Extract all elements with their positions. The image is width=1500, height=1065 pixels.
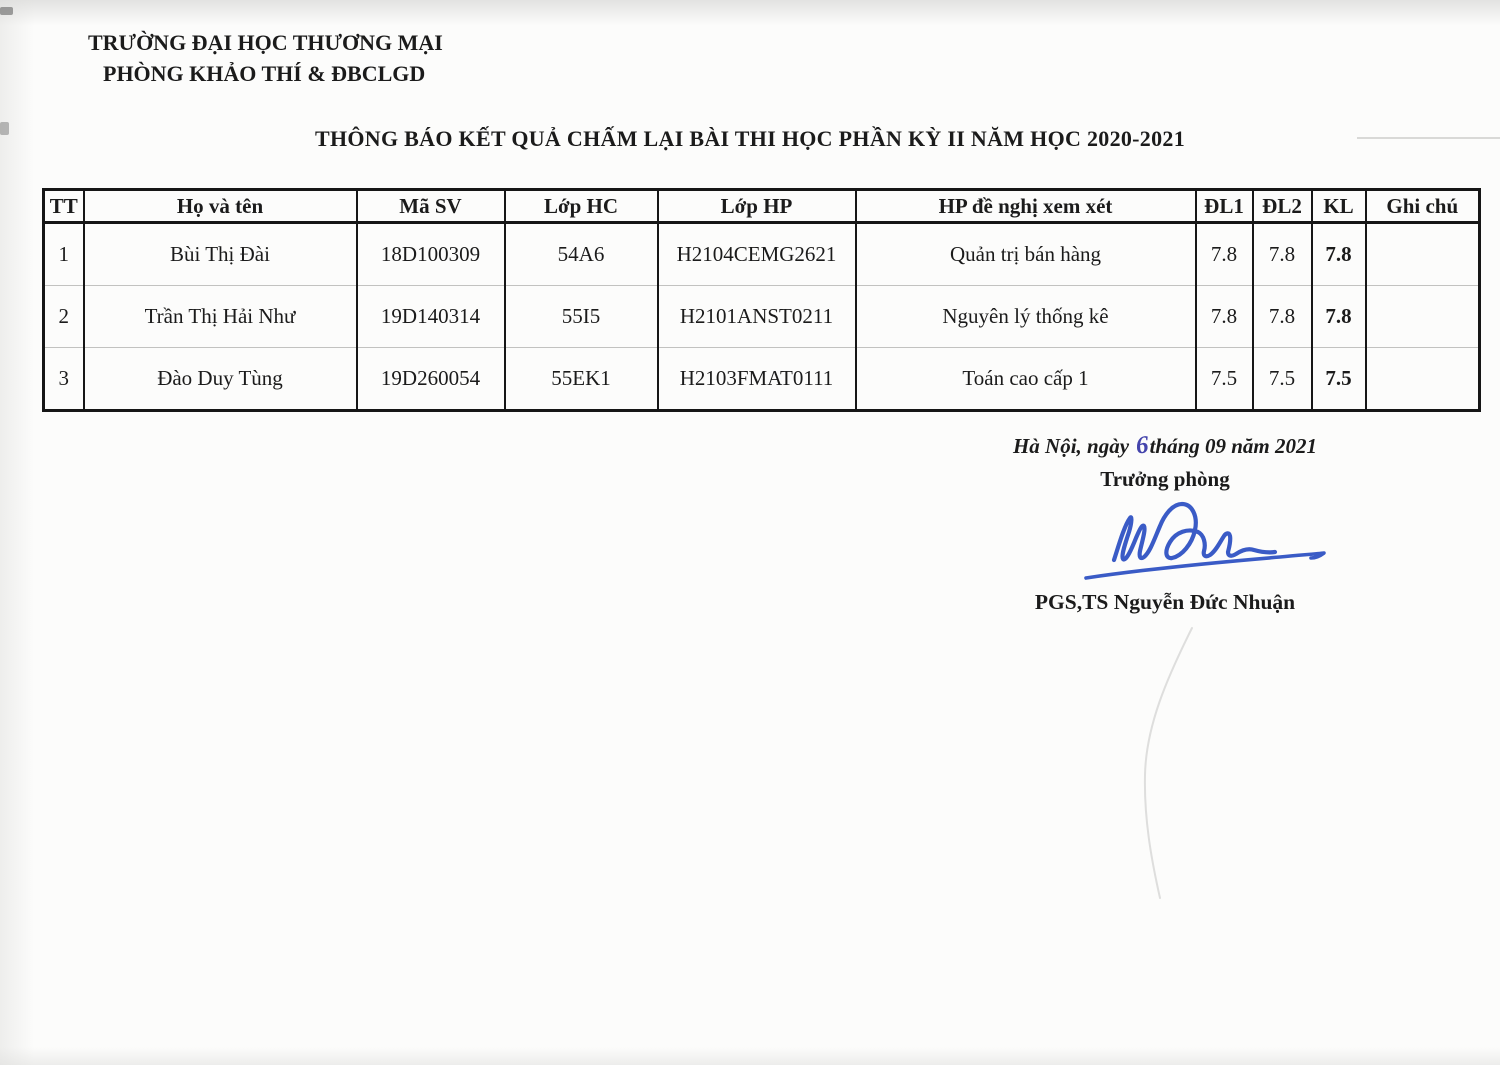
cell-dl2: 7.5: [1253, 348, 1312, 411]
handwritten-day: 6: [1134, 431, 1150, 460]
cell-dl1: 7.8: [1196, 223, 1253, 286]
cell-ghi-chu: [1366, 223, 1480, 286]
cell-hp-de-nghi: Nguyên lý thống kê: [856, 286, 1196, 348]
cell-lop-hp: H2101ANST0211: [658, 286, 856, 348]
cell-dl1: 7.8: [1196, 286, 1253, 348]
header-ghi-chu: Ghi chú: [1366, 190, 1480, 223]
department-name: PHÒNG KHẢO THÍ & ĐBCLGD: [103, 61, 426, 86]
cell-student-name: Đào Duy Tùng: [84, 348, 357, 411]
date-prefix: Hà Nội, ngày: [1012, 434, 1130, 458]
cell-tt: 3: [44, 348, 84, 411]
header-hp-de-nghi: HP đề nghị xem xét: [856, 190, 1196, 223]
cell-ma-sv: 18D100309: [357, 223, 505, 286]
header-lop-hc: Lớp HC: [505, 190, 658, 223]
table-header-row: [44, 190, 1480, 223]
scan-left-shadow: [0, 0, 34, 1065]
cell-student-name: Trần Thị Hải Như: [84, 286, 357, 348]
cell-lop-hp: H2104CEMG2621: [658, 223, 856, 286]
cell-lop-hc: 55I5: [505, 286, 658, 348]
signer-name: PGS,TS Nguyễn Đức Nhuận: [1034, 590, 1296, 614]
cell-ghi-chu: [1366, 286, 1480, 348]
date-suffix: tháng 09 năm 2021: [1149, 434, 1318, 458]
cell-dl2: 7.8: [1253, 286, 1312, 348]
university-name: TRƯỜNG ĐẠI HỌC THƯƠNG MẠI: [88, 30, 443, 55]
cell-kl: 7.8: [1312, 223, 1366, 286]
cell-dl2: 7.8: [1253, 223, 1312, 286]
table-row: [44, 223, 1480, 286]
regrade-results-table: [42, 188, 1481, 412]
header-kl: KL: [1312, 190, 1366, 223]
cell-kl: 7.8: [1312, 286, 1366, 348]
cell-lop-hp: H2103FMAT0111: [658, 348, 856, 411]
header-ma-sv: Mã SV: [357, 190, 505, 223]
table-row: [44, 286, 1480, 348]
signature-block: [985, 431, 1345, 644]
signer-role: Trưởng phòng: [1100, 467, 1230, 491]
cell-dl1: 7.5: [1196, 348, 1253, 411]
cell-lop-hc: 55EK1: [505, 348, 658, 411]
header-tt: TT: [44, 190, 84, 223]
scan-edge-mark: [0, 7, 13, 15]
cell-lop-hc: 54A6: [505, 223, 658, 286]
cell-ma-sv: 19D140314: [357, 286, 505, 348]
cell-hp-de-nghi: Quản trị bán hàng: [856, 223, 1196, 286]
handwritten-signature: [1080, 496, 1330, 588]
document-title: THÔNG BÁO KẾT QUẢ CHẤM LẠI BÀI THI HỌC PHẦN KỲ II NĂM HỌC 2020-2021: [314, 126, 1185, 151]
header-dl2: ĐL2: [1253, 190, 1312, 223]
header-lop-hp: Lớp HP: [658, 190, 856, 223]
cell-kl: 7.5: [1312, 348, 1366, 411]
cell-tt: 2: [44, 286, 84, 348]
cell-student-name: Bùi Thị Đài: [84, 223, 357, 286]
cell-tt: 1: [44, 223, 84, 286]
cell-hp-de-nghi: Toán cao cấp 1: [856, 348, 1196, 411]
scan-bottom-shadow: [0, 1047, 1500, 1065]
header-name: Họ và tên: [84, 190, 357, 223]
date-line: [985, 431, 1345, 460]
header-dl1: ĐL1: [1196, 190, 1253, 223]
table-row: [44, 348, 1480, 411]
cell-ghi-chu: [1366, 348, 1480, 411]
cell-ma-sv: 19D260054: [357, 348, 505, 411]
scan-top-shadow: [0, 0, 1500, 26]
